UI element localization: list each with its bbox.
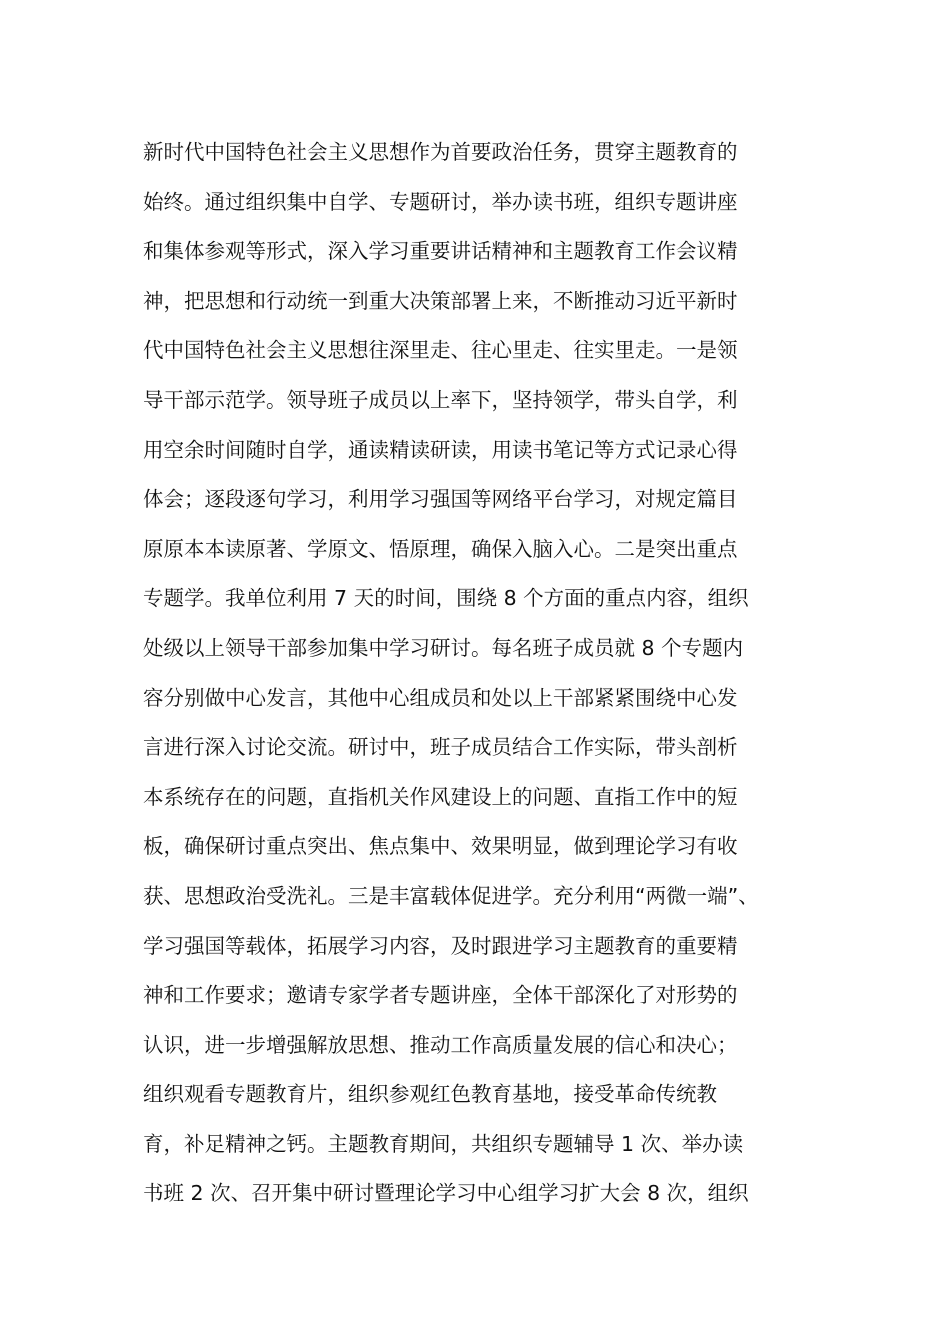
text-line: 导干部示范学。领导班子成员以上率下，坚持领学，带头自学，利: [143, 387, 738, 412]
text-line: 书班 2 次、召开集中研讨暨理论学习中心组学习扩大会 8 次，组织: [143, 1181, 749, 1206]
text-line: 本系统存在的问题，直指机关作风建设上的问题、直指工作中的短: [143, 784, 738, 809]
text-line: 始终。通过组织集中自学、专题研讨，举办读书班，组织专题讲座: [143, 189, 738, 214]
body-paragraph: [143, 128, 813, 1219]
text-line: 神，把思想和行动统一到重大决策部署上来，不断推动习近平新时: [143, 288, 738, 313]
text-line: 用空余时间随时自学，通读精读研读，用读书笔记等方式记录心得: [143, 437, 738, 462]
text-line: 神和工作要求；邀请专家学者专题讲座，全体干部深化了对形势的: [143, 983, 738, 1008]
text-line: 板，确保研讨重点突出、焦点集中、效果明显，做到理论学习有收: [143, 834, 738, 859]
text-line: 体会；逐段逐句学习，利用学习强国等网络平台学习，对规定篇目: [143, 487, 738, 512]
text-line: 和集体参观等形式，深入学习重要讲话精神和主题教育工作会议精: [143, 239, 738, 264]
text-line: 原原本本读原著、学原文、悟原理，确保入脑入心。二是突出重点: [143, 536, 738, 561]
text-line: 组织观看专题教育片，组织参观红色教育基地，接受革命传统教: [143, 1082, 717, 1107]
text-line: 专题学。我单位利用 7 天的时间，围绕 8 个方面的重点内容，组织: [143, 586, 749, 611]
text-line: 处级以上领导干部参加集中学习研讨。每名班子成员就 8 个专题内: [143, 635, 744, 660]
text-line: 容分别做中心发言，其他中心组成员和处以上干部紧紧围绕中心发: [143, 685, 738, 710]
text-line: 获、思想政治受洗礼。三是丰富载体促进学。充分利用“两微一端”、: [143, 883, 759, 908]
text-line: 育，补足精神之钙。主题教育期间，共组织专题辅导 1 次、举办读: [143, 1131, 744, 1156]
text-line: 言进行深入讨论交流。研讨中，班子成员结合工作实际，带头剖析: [143, 735, 738, 760]
text-line: 学习强国等载体，拓展学习内容，及时跟进学习主题教育的重要精: [143, 933, 738, 958]
text-line: 新时代中国特色社会主义思想作为首要政治任务，贯穿主题教育的: [143, 140, 738, 164]
text-line: 代中国特色社会主义思想往深里走、往心里走、往实里走。一是领: [143, 338, 738, 363]
text-line: 认识，进一步增强解放思想、推动工作高质量发展的信心和决心；: [143, 1032, 738, 1057]
